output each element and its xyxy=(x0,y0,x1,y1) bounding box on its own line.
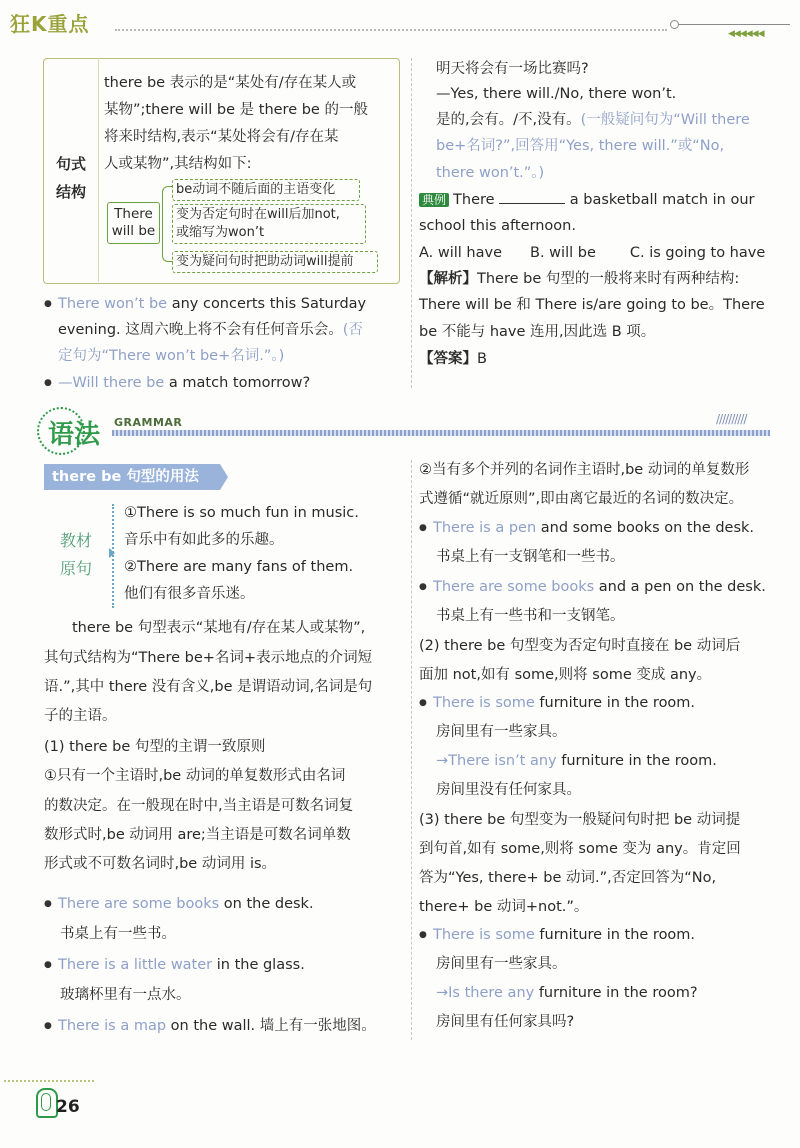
right-q-2: 到句首,如有 some,则将 some 变为 any。肯定回 xyxy=(419,841,741,857)
right-example-3-neg-cn: 房间里没有任何家具。 xyxy=(436,782,581,798)
right-example-4: ●There is some furniture in the room. xyxy=(419,925,695,947)
typical-example-tag: 典例 xyxy=(419,193,449,207)
right-top-line-4: be+名词?”,回答用“Yes, there will.”或“No, xyxy=(436,138,725,154)
left-para-2: 其句式结构为“There be+名词+表示地点的介词短 xyxy=(44,650,373,666)
right-example-2: ●There are some books and a pen on the desk. xyxy=(419,577,766,599)
rule-negative: 变为否定句时在will后加not, 或缩写为won’t xyxy=(172,204,366,244)
grammar-slashes: ////////// xyxy=(716,412,747,426)
right-top-line-2: —Yes, there will./No, there won’t. xyxy=(436,86,677,102)
right-q-4: there+ be 动词+not.”。 xyxy=(419,899,589,915)
left-example-1-cn: 书桌上有一些书。 xyxy=(60,926,176,942)
bullet-icon xyxy=(419,577,433,599)
example-wont-be: ●There won’t be any concerts this Saturday xyxy=(44,294,366,316)
left-para-4: 子的主语。 xyxy=(44,708,117,724)
bullet-icon xyxy=(44,1016,58,1038)
right-top-line-3: 是的,会有。/不,没有。(一般疑问句为“Will there xyxy=(436,112,750,128)
grammar-title: 语法 xyxy=(48,420,101,450)
bullet-icon xyxy=(419,925,433,947)
left-rule-2: 的数决定。在一般现在时中,当主语是可数名词复 xyxy=(44,798,354,814)
right-para-2: 式遵循“就近原则”,即由离它最近的名词的数决定。 xyxy=(419,491,744,507)
right-neg-2: 面加 not,如有 some,则将 some 变成 any。 xyxy=(419,667,712,683)
page-number: 26 xyxy=(56,1097,80,1117)
left-example-2: ●There is a little water in the glass. xyxy=(44,955,305,977)
right-q-3: 答为“Yes, there+ be 动词.”,否定回答为“No, xyxy=(419,870,717,886)
lightbulb-icon xyxy=(36,1088,58,1118)
structure-description: there be 表示的是“某处有/存在某人或 某物”;there will be 是 there be 的一般 将来时结构,表示“某处将会有/存在某 人或某物”,其结构如下: xyxy=(104,75,368,172)
right-para-1: ②当有多个并列的名词作主语时,be 动词的单复数形 xyxy=(419,462,750,478)
structure-box-divider xyxy=(98,58,99,282)
right-example-4-q-cn: 房间里有任何家具吗? xyxy=(436,1014,575,1030)
textbook-source-label: 教材 原句 xyxy=(60,531,93,578)
bullet-icon xyxy=(44,294,58,316)
rule-question: 变为疑问句时把助动词will提前 xyxy=(172,251,378,273)
book-logo: 狂K重点 xyxy=(10,12,90,36)
header-dotted-rule xyxy=(115,29,667,31)
left-example-2-cn: 玻璃杯里有一点水。 xyxy=(60,987,191,1003)
left-rule-1: ①只有一个主语时,be 动词的单复数形式由名词 xyxy=(44,768,346,784)
rule-subject: be动词不随后面的主语变化 xyxy=(172,179,360,201)
left-example-3: ●There is a map on the wall. 墙上有一张地图。 xyxy=(44,1016,376,1038)
left-para-1: there be 句型表示“某地有/存在某人或某物”, xyxy=(72,620,366,636)
right-example-1-cn: 书桌上有一支钢笔和一些书。 xyxy=(436,549,625,565)
analysis-line-1: 【解析】There be 句型的一般将来时有两种结构: xyxy=(419,271,740,287)
header-rule xyxy=(678,24,790,25)
there-will-be-node: There will be xyxy=(107,202,160,244)
top-column-divider xyxy=(411,58,412,388)
right-top-line-5: there won’t.”。) xyxy=(436,165,545,181)
right-q-1: (3) there be 句型变为一般疑问句时把 be 动词提 xyxy=(419,812,741,828)
answer-blank xyxy=(499,191,565,204)
section-label: there be 句型的用法 xyxy=(44,464,220,490)
right-example-4-q: →Is there any furniture in the room? xyxy=(436,985,698,1001)
right-example-2-cn: 书桌上有一些书和一支钢笔。 xyxy=(436,608,625,624)
options: A. will have B. will be C. is going to have xyxy=(419,245,766,261)
left-rule-4: 形式或不可数名词时,be 动词用 is。 xyxy=(44,856,277,872)
left-example-1: ●There are some books on the desk. xyxy=(44,894,314,916)
right-example-3: ●There is some furniture in the room. xyxy=(419,693,695,715)
bullet-icon xyxy=(44,894,58,916)
bullet-icon xyxy=(44,373,58,395)
footer-dotted-rule xyxy=(4,1080,94,1082)
answer-line: 【答案】B xyxy=(419,351,487,367)
body-column-divider xyxy=(411,460,412,1040)
left-rule-3: 数形式时,be 动词用 are;当主语是可数名词单数 xyxy=(44,827,351,843)
right-example-3-cn: 房间里有一些家具。 xyxy=(436,724,567,740)
right-example-1: ●There is a pen and some books on the desk. xyxy=(419,518,754,540)
typical-example: 典例 There a basketball match in our xyxy=(419,190,754,210)
left-para-3: 语.”,其中 there 没有含义,be 是谓语动词,名词是句 xyxy=(44,679,373,695)
example-wont-be-cont: evening. 这周六晚上将不会有任何音乐会。(否 xyxy=(58,322,363,338)
analysis-line-2: There will be 和 There is/are going to be。There xyxy=(419,297,765,313)
bullet-icon xyxy=(419,518,433,540)
grammar-bar xyxy=(112,430,770,436)
bullet-icon xyxy=(44,955,58,977)
bullet-icon xyxy=(419,693,433,715)
textbook-sentences: ①There is so much fun in music. 音乐中有如此多的乐趣。 ②There are many fans of them. 他们有很多音乐迷。 xyxy=(124,505,359,602)
right-example-4-cn: 房间里有一些家具。 xyxy=(436,956,567,972)
structure-label: 句式 结构 xyxy=(56,155,87,201)
textbook-arrow-icon xyxy=(109,548,115,558)
right-example-3-neg: →There isn’t any furniture in the room. xyxy=(436,753,717,769)
right-neg-1: (2) there be 句型变为否定句时直接在 be 动词后 xyxy=(419,638,741,654)
right-top-line-1: 明天将会有一场比赛吗? xyxy=(436,61,589,77)
example-will-there-be: ●—Will there be a match tomorrow? xyxy=(44,373,310,395)
grammar-subtitle: GRAMMAR xyxy=(114,416,183,429)
left-heading-1: (1) there be 句型的主谓一致原则 xyxy=(44,739,266,755)
typical-example-cont: school this afternoon. xyxy=(419,218,576,234)
header-arrows-icon: ◀◀◀◀◀◀ xyxy=(728,29,764,39)
example-wont-be-note: 定句为“There won’t be+名词.”。) xyxy=(58,348,285,364)
analysis-line-3: be 不能与 have 连用,因此选 B 项。 xyxy=(419,324,656,340)
